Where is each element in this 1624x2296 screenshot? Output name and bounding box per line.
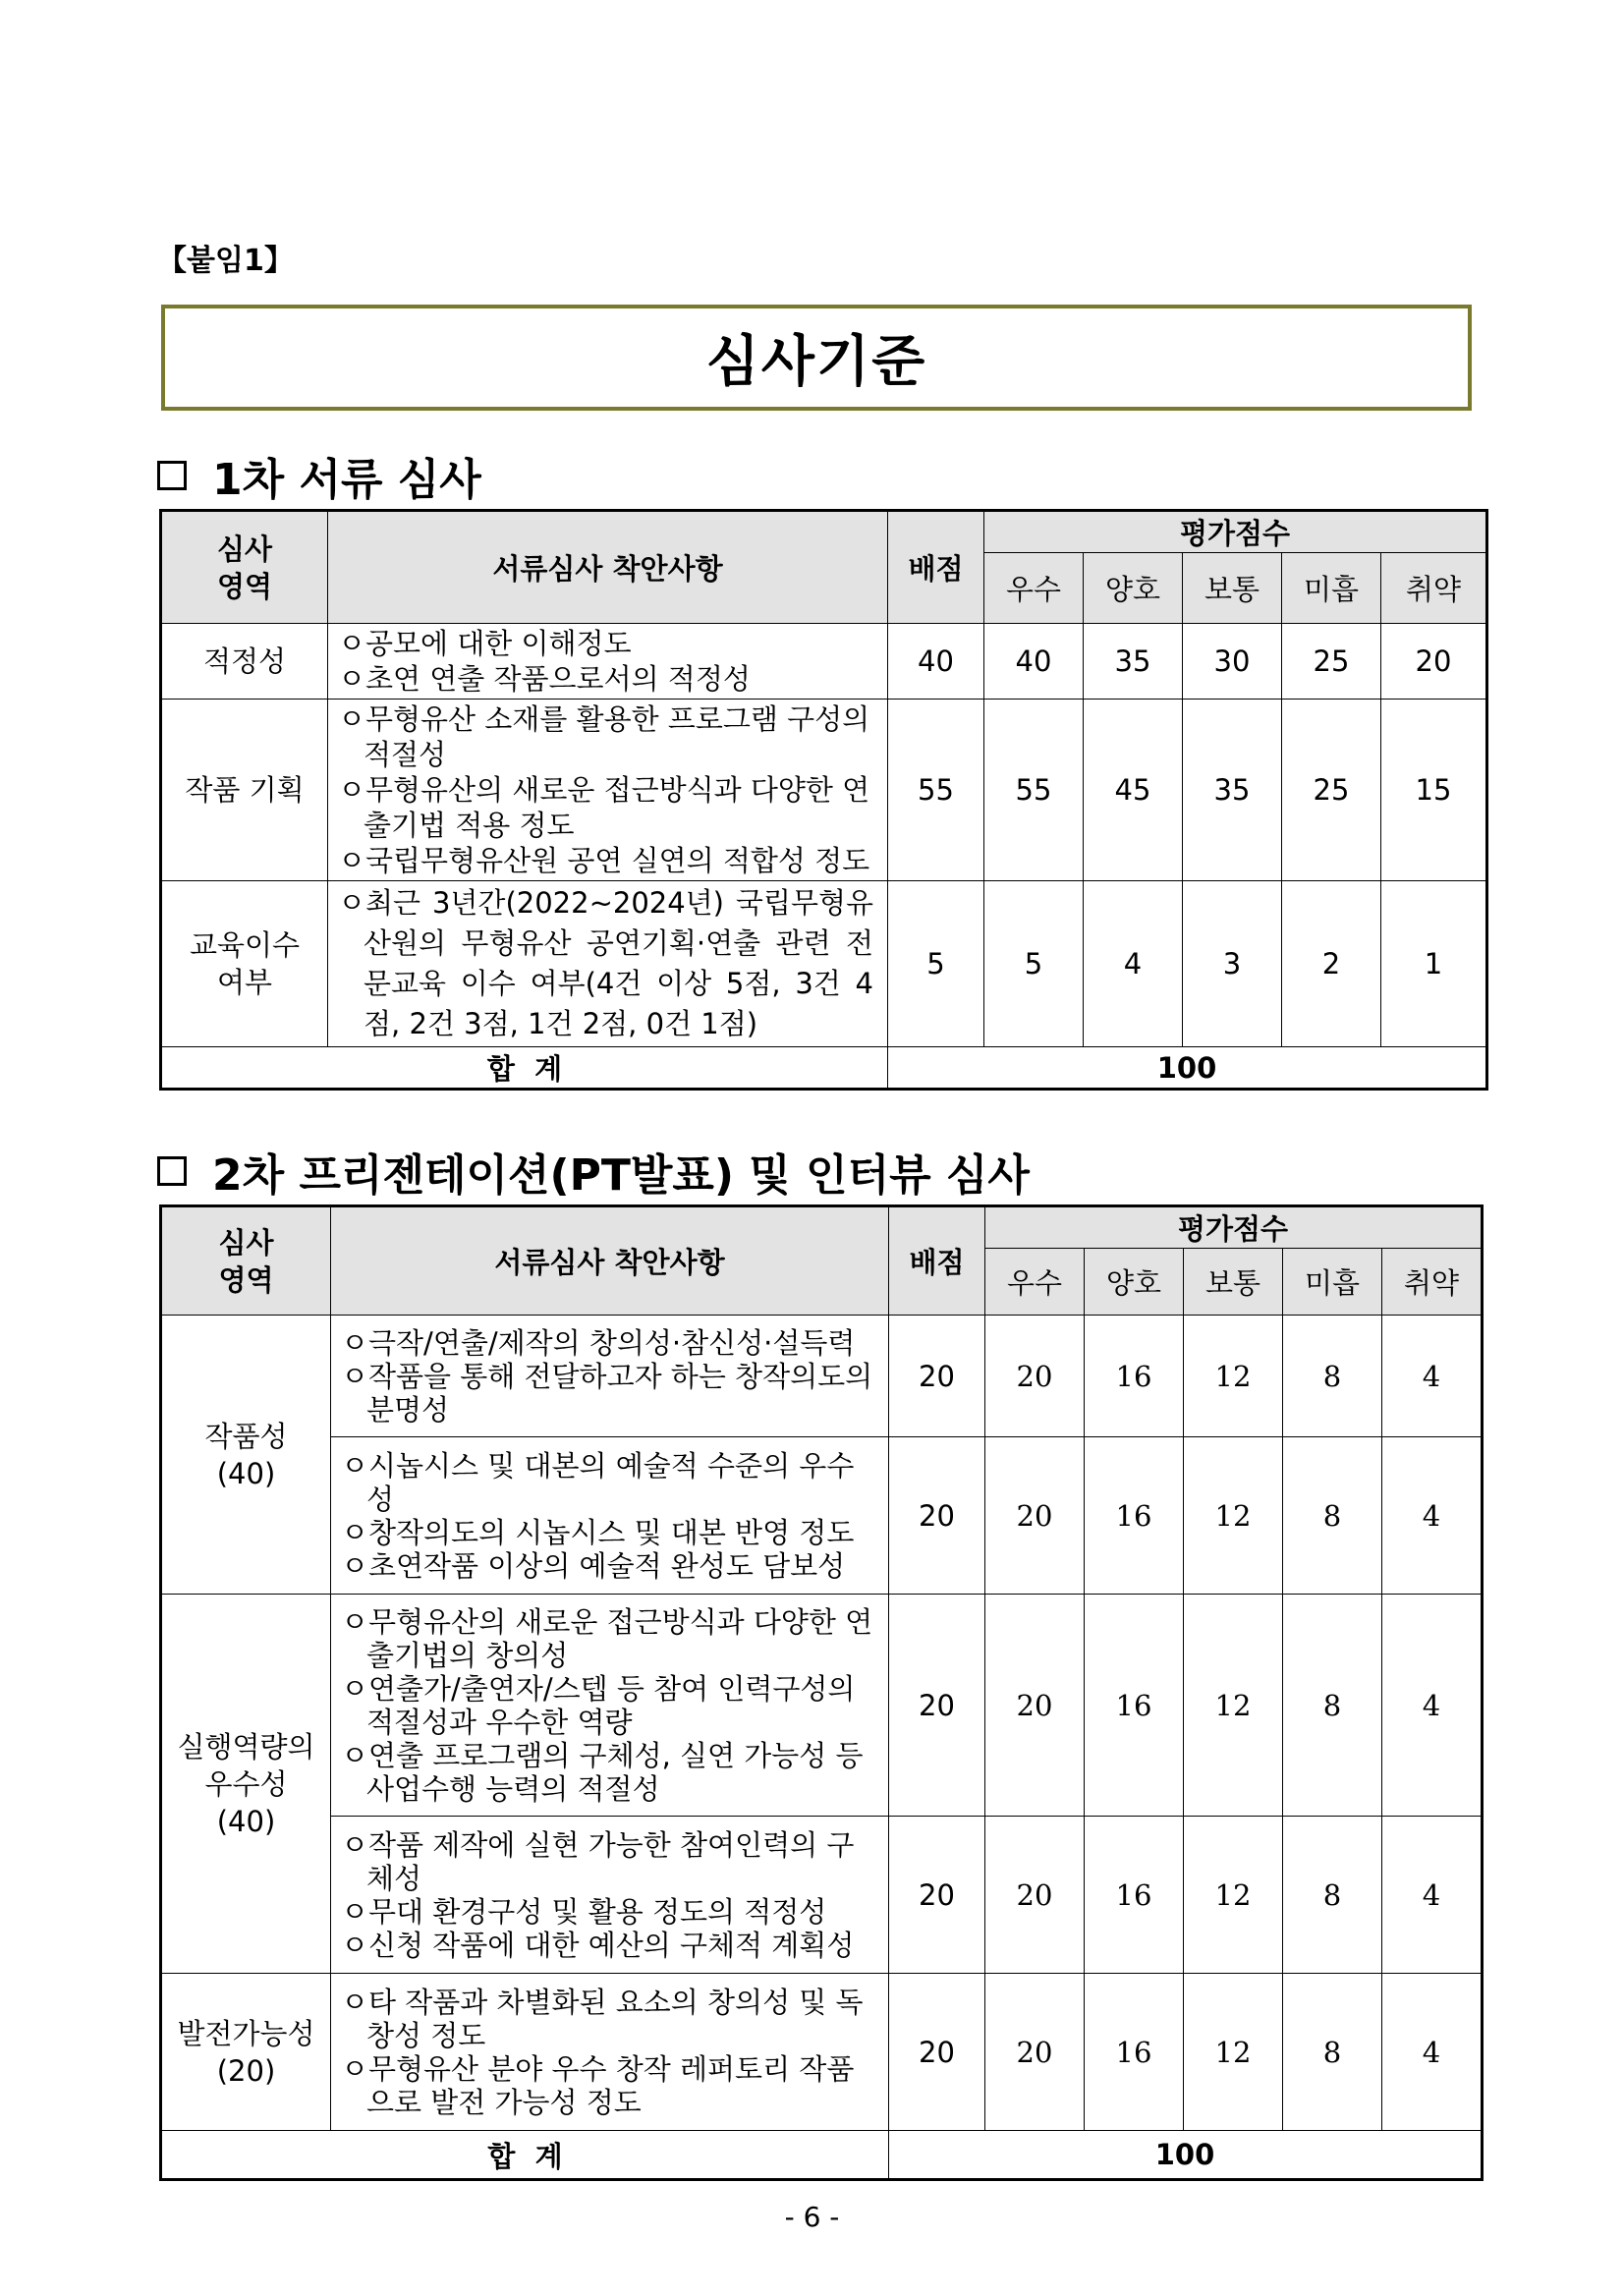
score-cell: 20	[985, 1316, 1085, 1437]
score-cell: 30	[1183, 624, 1282, 700]
criterion-item: ㅇ초연 연출 작품으로서의 적정성	[338, 662, 751, 696]
score-cell: 16	[1085, 1316, 1184, 1437]
table-row	[161, 1437, 1483, 1595]
score-cell: 2	[1282, 881, 1381, 1047]
score-cell: 8	[1283, 1595, 1382, 1817]
score-cell: 20	[985, 1595, 1085, 1817]
score-cell: 12	[1184, 1316, 1283, 1437]
page-title: 심사기준	[705, 330, 927, 394]
section2-heading	[157, 1140, 1030, 1203]
header-grade: 취약	[1382, 1249, 1483, 1316]
criterion-item: ㅇ창작의도의 시놉시스 및 대본 반영 정도	[341, 1515, 855, 1549]
score-cell: 4	[1382, 1437, 1483, 1595]
criterion-item: ㅇ무대 환경구성 및 활용 정도의 적정성	[341, 1894, 827, 1929]
score-cell: 40	[984, 624, 1084, 700]
score-cell: 12	[1184, 1437, 1283, 1595]
score-cell: 55	[984, 700, 1084, 881]
score-cell: 12	[1184, 1595, 1283, 1817]
attachment-label: 【붙임1】	[157, 244, 294, 278]
total-row	[161, 1047, 1487, 1090]
table-row	[161, 1974, 1483, 2131]
header-weight: 배점	[889, 1206, 985, 1316]
criterion-item: ㅇ공모에 대한 이해정도	[338, 627, 632, 660]
weight-cell: 20	[889, 1974, 985, 2131]
score-cell: 16	[1085, 1974, 1184, 2131]
criterion-item: ㅇ작품 제작에 실현 가능한 참여인력의 구체성	[341, 1827, 855, 1895]
score-cell: 16	[1085, 1437, 1184, 1595]
header-grade: 취약	[1381, 553, 1487, 624]
score-cell: 8	[1283, 1316, 1382, 1437]
score-cell: 20	[1381, 624, 1487, 700]
total-row	[161, 2131, 1483, 2180]
header-grade: 우수	[984, 553, 1084, 624]
header-area: 심사 영역	[161, 1206, 331, 1316]
criterion-item: ㅇ작품을 통해 전달하고자 하는 창작의도의 분명성	[341, 1359, 873, 1427]
score-cell: 8	[1283, 1974, 1382, 2131]
criterion-item: ㅇ연출 프로그램의 구체성, 실연 가능성 등 사업수행 능력의 적절성	[341, 1738, 864, 1806]
total-label: 합 계	[161, 1047, 888, 1090]
table-row	[161, 1595, 1483, 1817]
checkbox-square-icon	[157, 1156, 187, 1186]
criterion-item: ㅇ무형유산 분야 우수 창작 레퍼토리 작품으로 발전 가능성 정도	[341, 2051, 855, 2119]
score-cell: 20	[985, 1817, 1085, 1974]
header-grade: 양호	[1084, 553, 1183, 624]
area-cell: 작품 기획	[161, 700, 328, 881]
header-items: 서류심사 착안사항	[328, 511, 888, 624]
items-cell	[328, 700, 888, 881]
screening-table-1	[159, 509, 1488, 1091]
score-cell: 8	[1283, 1437, 1382, 1595]
area-cell: 작품성 (40)	[161, 1316, 331, 1595]
weight-cell: 55	[888, 700, 984, 881]
score-cell: 12	[1184, 1817, 1283, 1974]
section1-heading-text: 1차 서류 심사	[212, 455, 481, 505]
weight-cell: 20	[889, 1817, 985, 1974]
total-value: 100	[888, 1047, 1487, 1090]
score-cell: 16	[1085, 1595, 1184, 1817]
criterion-item: ㅇ무형유산 소재를 활용한 프로그램 구성의 적절성	[338, 702, 870, 771]
criterion-item: ㅇ국립무형유산원 공연 실연의 적합성 정도	[338, 844, 870, 877]
header-area: 심사 영역	[161, 511, 328, 624]
table-row	[161, 881, 1487, 1047]
header-grade: 미흡	[1283, 1249, 1382, 1316]
header-weight: 배점	[888, 511, 984, 624]
title-box	[161, 305, 1472, 411]
items-cell	[331, 1974, 889, 2131]
score-cell: 3	[1183, 881, 1282, 1047]
section1-heading	[157, 444, 481, 507]
items-cell	[331, 1437, 889, 1595]
area-cell: 적정성	[161, 624, 328, 700]
header-score-group: 평가점수	[984, 511, 1487, 553]
score-cell: 25	[1282, 700, 1381, 881]
score-cell: 45	[1084, 700, 1183, 881]
header-grade: 보통	[1183, 553, 1282, 624]
area-cell: 실행역량의 우수성 (40)	[161, 1595, 331, 1974]
score-cell: 8	[1283, 1817, 1382, 1974]
page-number: - 6 -	[784, 2201, 840, 2233]
area-cell: 교육이수 여부	[161, 881, 328, 1047]
criterion-item: ㅇ타 작품과 차별화된 요소의 창의성 및 독창성 정도	[341, 1985, 864, 2052]
score-cell: 4	[1382, 1316, 1483, 1437]
header-grade: 보통	[1184, 1249, 1283, 1316]
criterion-item: ㅇ시놉시스 및 대본의 예술적 수준의 우수성	[341, 1448, 855, 1516]
criterion-item: ㅇ초연작품 이상의 예술적 완성도 담보성	[341, 1548, 846, 1583]
table-row	[161, 1316, 1483, 1437]
header-items: 서류심사 착안사항	[331, 1206, 889, 1316]
weight-cell: 40	[888, 624, 984, 700]
weight-cell: 20	[889, 1437, 985, 1595]
score-cell: 20	[985, 1974, 1085, 2131]
score-cell: 5	[984, 881, 1084, 1047]
score-cell: 12	[1184, 1974, 1283, 2131]
items-cell	[331, 1595, 889, 1817]
total-value: 100	[889, 2131, 1483, 2180]
section2-heading-text: 2차 프리젠테이션(PT발표) 및 인터뷰 심사	[212, 1150, 1030, 1201]
table-row	[161, 624, 1487, 700]
score-cell: 4	[1382, 1974, 1483, 2131]
score-cell: 16	[1085, 1817, 1184, 1974]
header-grade: 양호	[1085, 1249, 1184, 1316]
weight-cell: 5	[888, 881, 984, 1047]
header-grade: 우수	[985, 1249, 1085, 1316]
weight-cell: 20	[889, 1316, 985, 1437]
header-grade: 미흡	[1282, 553, 1381, 624]
score-cell: 25	[1282, 624, 1381, 700]
criterion-item: ㅇ연출가/출연자/스텝 등 참여 인력구성의 적절성과 우수한 역량	[341, 1671, 856, 1739]
items-cell	[331, 1316, 889, 1437]
area-cell: 발전가능성 (20)	[161, 1974, 331, 2131]
score-cell: 4	[1382, 1817, 1483, 1974]
weight-cell: 20	[889, 1595, 985, 1817]
items-cell	[331, 1817, 889, 1974]
score-cell: 4	[1084, 881, 1183, 1047]
score-cell: 35	[1183, 700, 1282, 881]
criterion-item: ㅇ신청 작품에 대한 예산의 구체적 계획성	[341, 1928, 855, 1962]
total-label: 합 계	[161, 2131, 889, 2180]
score-cell: 1	[1381, 881, 1487, 1047]
criterion-item: ㅇ최근 3년간(2022~2024년) 국립무형유산원의 무형유산 공연기획·연출 관련 전문교육 이수 여부(4건 이상 5점, 3건 4점, 2건 3점, 1건 2점, 0건 1점)	[338, 886, 873, 1040]
table-row	[161, 1817, 1483, 1974]
criterion-item: ㅇ극작/연출/제작의 창의성·참신성·설득력	[341, 1325, 856, 1360]
header-score-group: 평가점수	[985, 1206, 1483, 1249]
items-cell	[328, 624, 888, 700]
checkbox-square-icon	[157, 461, 187, 490]
criterion-item: ㅇ무형유산의 새로운 접근방식과 다양한 연출기법의 창의성	[341, 1604, 873, 1672]
screening-table-2	[159, 1204, 1484, 2181]
items-cell	[328, 881, 888, 1047]
score-cell: 35	[1084, 624, 1183, 700]
score-cell: 20	[985, 1437, 1085, 1595]
score-cell: 4	[1382, 1595, 1483, 1817]
criterion-item: ㅇ무형유산의 새로운 접근방식과 다양한 연출기법 적용 정도	[338, 773, 870, 842]
table-row	[161, 700, 1487, 881]
score-cell: 15	[1381, 700, 1487, 881]
